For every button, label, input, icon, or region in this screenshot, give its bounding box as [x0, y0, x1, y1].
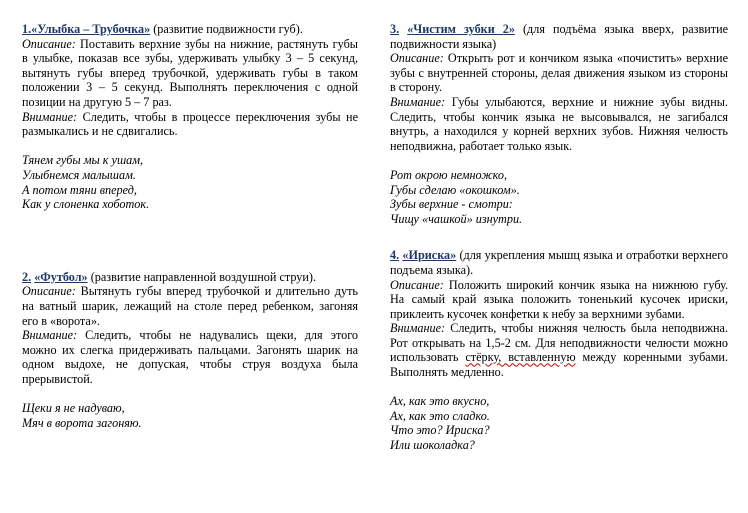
poem-line: Ах, как это сладко.	[390, 408, 490, 423]
exercise-2-number: 2.	[22, 269, 32, 284]
exercise-3-heading	[390, 22, 728, 51]
description-label: Описание:	[390, 51, 444, 66]
exercise-4-number: 4.	[390, 248, 400, 263]
exercise-4-name: «Ириска»	[402, 248, 457, 263]
attention-label: Внимание:	[22, 109, 78, 124]
attention-text: Следить, чтобы не надувались щеки, для этого можно их слегка придерживать пальцами. Загонять шарик на одном выдохе, не допуская, чтобы струя воздуха была прерывистой.	[22, 328, 358, 386]
exercise-3	[390, 22, 728, 226]
attention-text: Следить, чтобы в процессе переключения зубы не размыкались и не сдвигались.	[22, 109, 358, 139]
description-label: Описание:	[22, 36, 76, 51]
exercise-1-number: 1.	[22, 22, 32, 36]
exercise-2-poem	[22, 401, 358, 430]
right-column	[390, 22, 728, 453]
poem-line: А потом тяни вперед,	[22, 182, 137, 197]
poem-line: Как у слоненка хоботок.	[22, 197, 150, 212]
poem-line: Рот окрою немножко,	[390, 167, 508, 182]
poem-line: Что это? Ириска?	[390, 423, 490, 438]
exercise-1-name: «Улыбка – Трубочка»	[31, 22, 151, 36]
exercise-4-poem	[390, 394, 728, 452]
attention-label: Внимание:	[390, 321, 446, 336]
exercise-4-attention	[390, 321, 728, 379]
attention-label: Внимание:	[22, 328, 78, 343]
description-label: Описание:	[390, 277, 444, 292]
exercise-3-number: 3.	[390, 22, 400, 36]
poem-line: Щеки я не надуваю,	[22, 401, 125, 416]
description-text: Положить широкий кончик языка на нижнюю губу. На самый край языка положить тоненький кусочек ириски, приклеить кусочек конфетки к небу за верхними зубами.	[390, 277, 728, 321]
exercise-4-purpose: (для укрепления мышц языка и отработки верхнего подъема языка).	[390, 248, 729, 277]
exercise-2	[22, 270, 358, 431]
attention-label: Внимание:	[390, 94, 446, 109]
attention-text-c: между коренными зубами. Выполнять медленно.	[390, 350, 728, 380]
spellcheck-flagged-text: стёрку, вставленную	[465, 350, 576, 365]
attention-text-a: Следить, чтобы нижняя челюсть была неподвижна. Рот открывать на 1,5-2 см. Для неподвижности челюсти можно использовать	[390, 321, 728, 365]
exercise-4-description	[390, 278, 728, 322]
exercise-2-heading	[22, 270, 358, 285]
exercise-2-name: «Футбол»	[34, 269, 88, 284]
description-text: Открыть рот и кончиком языка «почистить» верхние зубы с внутренней стороны, делая движения языком из стороны в сторону.	[390, 51, 728, 95]
attention-text: Губы улыбаются, верхние и нижние зубы видны. Следить, чтобы кончик языка не высовывался, не загибался внутрь, а находился у корней верхних зубов. Нижняя челюсть неподвижна, работает только язык.	[390, 94, 728, 153]
description-label: Описание:	[22, 284, 76, 299]
exercise-2-purpose: (развитие направленной воздушной струи).	[87, 269, 316, 284]
exercise-4	[390, 248, 728, 452]
exercise-2-description	[22, 284, 358, 328]
exercise-1-purpose: (развитие подвижности губ).	[150, 22, 303, 36]
poem-line: Или шоколадка?	[390, 438, 475, 453]
exercise-1-poem	[22, 153, 358, 211]
left-column	[22, 22, 358, 430]
exercise-3-attention	[390, 95, 728, 153]
poem-line: Мяч в ворота загоняю.	[22, 415, 142, 430]
exercise-1	[22, 22, 358, 212]
exercise-1-attention	[22, 110, 358, 139]
exercise-4-heading	[390, 248, 728, 277]
exercise-1-heading	[22, 22, 358, 37]
poem-line: Улыбнемся малышам.	[22, 167, 136, 182]
exercise-3-name: «Чистим зубки 2»	[407, 22, 515, 36]
poem-line: Чищу «чашкой» изнутри.	[390, 211, 523, 226]
poem-line: Зубы верхние - смотри:	[390, 197, 513, 212]
poem-line: Губы сделаю «окошком».	[390, 182, 520, 197]
poem-line: Ах, как это вкусно,	[390, 394, 490, 409]
exercise-1-description	[22, 37, 358, 110]
exercise-3-description	[390, 51, 728, 95]
poem-line: Тянем губы мы к ушам,	[22, 153, 144, 168]
description-text: Поставить верхние зубы на нижние, растянуть губы в улыбке, показав все зубы, удерживать улыбку 3 – 5 секунд, вытянуть губы вперед трубочкой, удерживать губы в таком положении 3 – 5 секунд. Выполнять переключения с одной позиции на другую 5 – 7 раз.	[22, 36, 358, 109]
exercise-3-poem	[390, 168, 728, 226]
description-text: Вытянуть губы вперед трубочкой и длительно дуть на ватный шарик, лежащий на столе перед ребенком, загоняя его в «ворота».	[22, 284, 358, 328]
exercise-2-attention	[22, 328, 358, 386]
exercise-3-purpose: (для подъёма языка вверх, развитие подвижности языка)	[390, 22, 728, 51]
